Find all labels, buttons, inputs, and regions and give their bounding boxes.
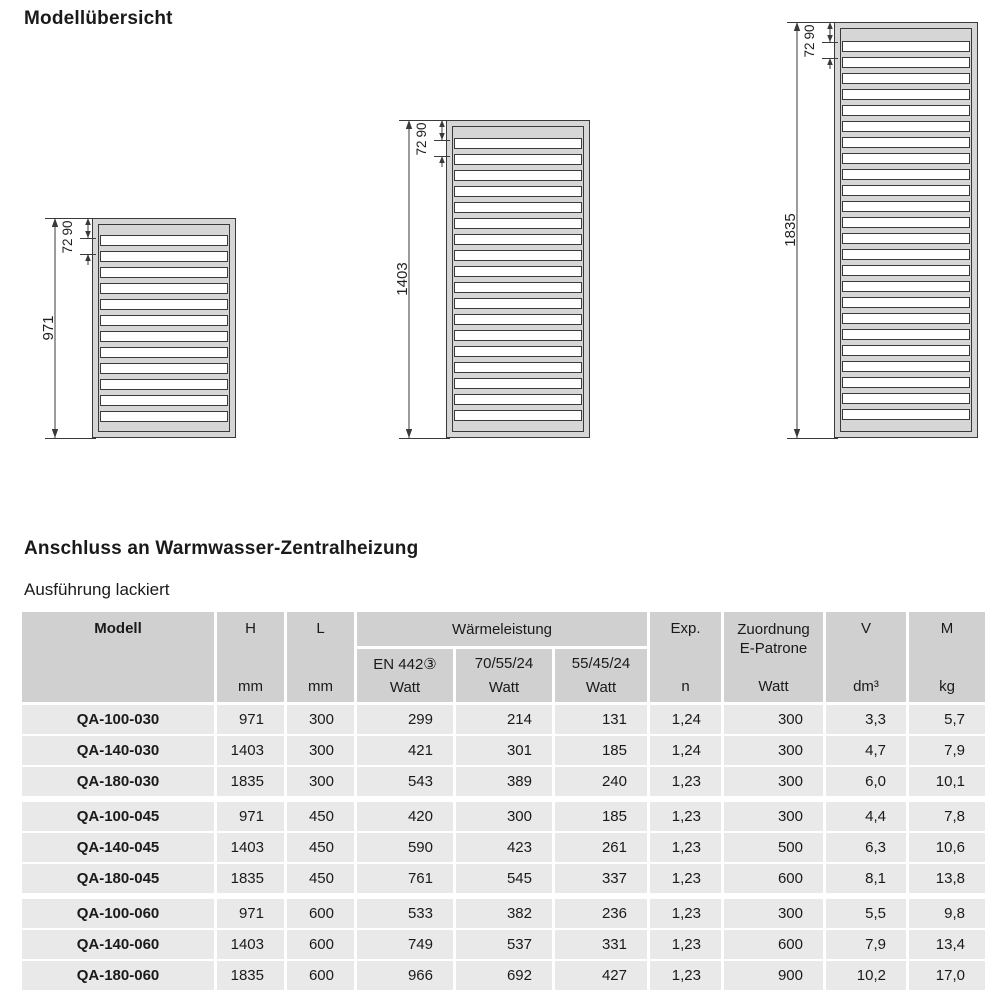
model-cell: QA-140-060	[22, 930, 214, 959]
section-title-connection: Anschluss an Warmwasser-Zentralheizung	[24, 538, 419, 559]
value-cell: 533	[357, 899, 453, 928]
value-cell: 1,24	[650, 736, 721, 765]
value-cell: 450	[287, 833, 354, 862]
table-row	[22, 705, 985, 734]
table-row	[22, 802, 985, 831]
value-cell: 185	[555, 802, 647, 831]
value-cell: 1835	[217, 767, 284, 796]
value-cell: 692	[456, 961, 552, 990]
radiator-dimension-svg	[392, 112, 597, 446]
value-cell: 900	[724, 961, 823, 990]
value-cell: 1,23	[650, 930, 721, 959]
unit-dm3: dm³	[853, 678, 879, 695]
model-cell: QA-100-060	[22, 899, 214, 928]
col-header-exp: Exp. n	[650, 612, 721, 702]
value-cell: 9,8	[909, 899, 985, 928]
value-cell: 337	[555, 864, 647, 893]
value-cell: 971	[217, 705, 284, 734]
top-dimension-label: 90	[802, 24, 817, 40]
radiator-drawing-medium	[392, 112, 597, 446]
value-cell: 8,1	[826, 864, 906, 893]
value-cell: 1,23	[650, 802, 721, 831]
value-cell: 10,6	[909, 833, 985, 862]
value-cell: 600	[724, 864, 823, 893]
value-cell: 500	[724, 833, 823, 862]
value-cell: 600	[724, 930, 823, 959]
pitch-dimension-label: 72	[60, 238, 75, 254]
value-cell: 300	[724, 802, 823, 831]
value-cell: 971	[217, 899, 284, 928]
table-row	[22, 736, 985, 765]
model-cell: QA-140-045	[22, 833, 214, 862]
value-cell: 761	[357, 864, 453, 893]
top-dimension-label: 90	[414, 122, 429, 138]
top-dimension-label: 90	[60, 220, 75, 236]
value-cell: 450	[287, 864, 354, 893]
value-cell: 10,2	[826, 961, 906, 990]
value-cell: 537	[456, 930, 552, 959]
value-cell: 600	[287, 930, 354, 959]
value-cell: 5,5	[826, 899, 906, 928]
col-header-modell: Modell	[22, 612, 214, 702]
col-header-55-45-24: 55/45/24 Watt	[555, 649, 647, 702]
unit-watt: Watt	[389, 679, 421, 696]
value-cell: 543	[357, 767, 453, 796]
value-cell: 749	[357, 930, 453, 959]
unit-watt: Watt	[758, 678, 789, 695]
radiator-drawing-large	[780, 14, 985, 446]
value-cell: 6,0	[826, 767, 906, 796]
value-cell: 185	[555, 736, 647, 765]
value-cell: 3,3	[826, 705, 906, 734]
value-cell: 300	[287, 767, 354, 796]
model-cell: QA-180-060	[22, 961, 214, 990]
finish-subtitle: Ausführung lackiert	[24, 580, 170, 599]
value-cell: 236	[555, 899, 647, 928]
table-header	[22, 612, 985, 702]
table-row	[22, 767, 985, 796]
value-cell: 600	[287, 961, 354, 990]
table-body	[22, 705, 985, 990]
table-row	[22, 899, 985, 928]
value-cell: 1403	[217, 736, 284, 765]
value-cell: 299	[357, 705, 453, 734]
value-cell: 590	[357, 833, 453, 862]
value-cell: 261	[555, 833, 647, 862]
value-cell: 971	[217, 802, 284, 831]
value-cell: 301	[456, 736, 552, 765]
table-row	[22, 864, 985, 893]
value-cell: 331	[555, 930, 647, 959]
radiator-dimension-svg	[38, 212, 243, 446]
model-cell: QA-180-030	[22, 767, 214, 796]
value-cell: 450	[287, 802, 354, 831]
height-dimension-label: 1403	[394, 262, 411, 296]
value-cell: 600	[287, 899, 354, 928]
col-header-waermeleistung: Wärmeleistung	[357, 612, 647, 646]
value-cell: 7,8	[909, 802, 985, 831]
table-row	[22, 930, 985, 959]
col-header-zuordnung: Zuordnung E-Patrone Watt	[724, 612, 823, 702]
value-cell: 1,24	[650, 705, 721, 734]
table-row-group	[22, 802, 985, 893]
value-cell: 1,23	[650, 833, 721, 862]
value-cell: 382	[456, 899, 552, 928]
value-cell: 1835	[217, 864, 284, 893]
value-cell: 13,4	[909, 930, 985, 959]
value-cell: 1403	[217, 833, 284, 862]
value-cell: 300	[724, 899, 823, 928]
unit-watt: Watt	[488, 679, 520, 696]
page-title: Modellübersicht	[24, 8, 173, 29]
model-cell: QA-180-045	[22, 864, 214, 893]
col-header-v: V dm³	[826, 612, 906, 702]
value-cell: 423	[456, 833, 552, 862]
value-cell: 300	[287, 736, 354, 765]
unit-n: n	[681, 678, 690, 695]
value-cell: 6,3	[826, 833, 906, 862]
unit-mm: mm	[308, 678, 333, 695]
value-cell: 300	[724, 767, 823, 796]
value-cell: 7,9	[826, 930, 906, 959]
table-row	[22, 961, 985, 990]
value-cell: 214	[456, 705, 552, 734]
value-cell: 300	[287, 705, 354, 734]
value-cell: 421	[357, 736, 453, 765]
value-cell: 13,8	[909, 864, 985, 893]
height-dimension-label: 971	[40, 315, 57, 341]
pitch-dimension-label: 72	[414, 140, 429, 156]
model-cell: QA-100-030	[22, 705, 214, 734]
value-cell: 1835	[217, 961, 284, 990]
unit-watt: Watt	[585, 679, 617, 696]
spec-table	[22, 612, 985, 990]
radiator-drawing-small	[38, 212, 243, 446]
value-cell: 10,1	[909, 767, 985, 796]
value-cell: 545	[456, 864, 552, 893]
value-cell: 240	[555, 767, 647, 796]
pitch-dimension-label: 72	[802, 42, 817, 58]
col-header-en442: EN 442③ Watt	[357, 649, 453, 702]
value-cell: 300	[456, 802, 552, 831]
model-cell: QA-100-045	[22, 802, 214, 831]
col-header-70-55-24: 70/55/24 Watt	[456, 649, 552, 702]
value-cell: 420	[357, 802, 453, 831]
value-cell: 17,0	[909, 961, 985, 990]
value-cell: 1,23	[650, 899, 721, 928]
model-cell: QA-140-030	[22, 736, 214, 765]
value-cell: 389	[456, 767, 552, 796]
value-cell: 4,4	[826, 802, 906, 831]
value-cell: 966	[357, 961, 453, 990]
value-cell: 5,7	[909, 705, 985, 734]
table-row	[22, 833, 985, 862]
table-row-group	[22, 705, 985, 796]
col-header-h: H mm	[217, 612, 284, 702]
height-dimension-label: 1835	[782, 213, 799, 247]
value-cell: 300	[724, 736, 823, 765]
unit-kg: kg	[939, 678, 955, 695]
value-cell: 300	[724, 705, 823, 734]
col-header-m: M kg	[909, 612, 985, 702]
unit-mm: mm	[238, 678, 263, 695]
value-cell: 1403	[217, 930, 284, 959]
value-cell: 1,23	[650, 767, 721, 796]
value-cell: 427	[555, 961, 647, 990]
col-header-l: L mm	[287, 612, 354, 702]
value-cell: 1,23	[650, 961, 721, 990]
value-cell: 4,7	[826, 736, 906, 765]
value-cell: 131	[555, 705, 647, 734]
value-cell: 7,9	[909, 736, 985, 765]
radiator-dimension-svg	[780, 14, 985, 446]
table-row-group	[22, 899, 985, 990]
value-cell: 1,23	[650, 864, 721, 893]
